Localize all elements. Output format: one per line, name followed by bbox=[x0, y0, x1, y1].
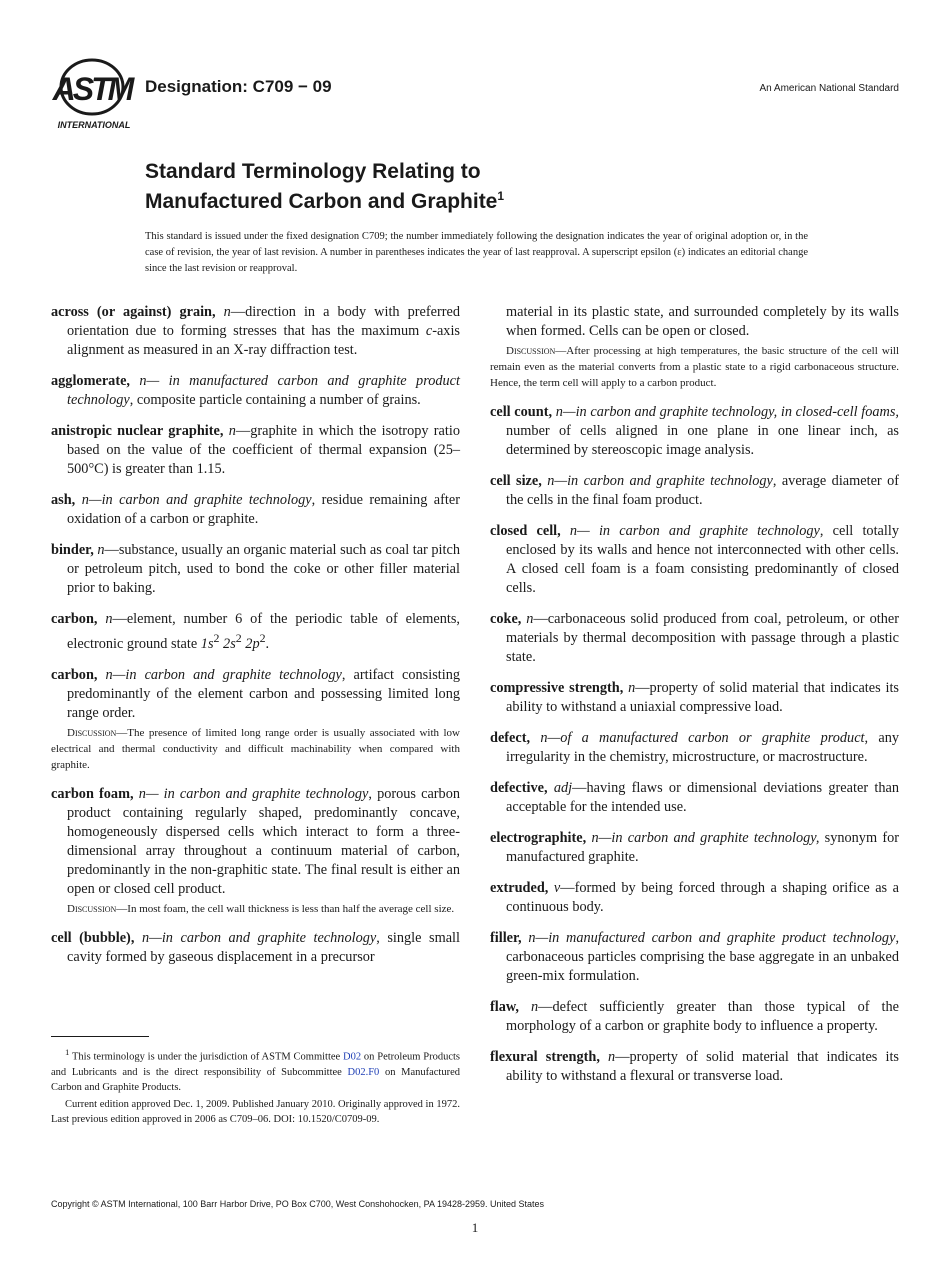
discussion-cell: Discussion—After processing at high temperatures, the basic structure of the cell will remain even as the material converts from a plastic state to a rigid carbonaceous structure. Hence, the term cell will apply to a carbon product. bbox=[490, 345, 899, 389]
entry-carbon-foam: carbon foam, n— in carbon and graphite technology, porous carbon product containing regularly shaped, predominantly concave, homogeneously dispersed cells which interact to form a three-dimensional array throughout a continuum material of carbon, predominantly in the non-graphitic state. The final result is either an open or closed cell product. bbox=[51, 785, 460, 897]
entry-flexural-strength: flexural strength, n—property of solid material that indicates its ability to withstand a flexural or transverse load. bbox=[490, 1049, 899, 1084]
footnote-rule bbox=[51, 1036, 149, 1037]
entry-filler: filler, n—in manufactured carbon and graphite product technology, carbonaceous particles comprising the base aggregate in an unbaked green-mix formulation. bbox=[490, 930, 900, 984]
astm-logo bbox=[52, 56, 136, 132]
entry-cell-bubble: cell (bubble), n—in carbon and graphite technology, single small cavity formed by gaseous displacement in a precursor bbox=[51, 929, 460, 965]
footnote-jurisdiction: $^1$ This terminology is under the jurisdiction of ASTM Committee D02 on Petroleum Products and Lubricants and is the direct responsibility of Subcommittee D02.F0 on Manufactured Carbon and Graphite Products. bbox=[51, 1047, 461, 1093]
entry-defect: defect, n—of a manufactured carbon or graphite product, any irregularity in the chemistry, microstructure, or macrostructure. bbox=[490, 730, 900, 765]
copyright: Copyright © ASTM International, 100 Barr Harbor Drive, PO Box C700, West Conshohocken, PA 19428-2959. United States bbox=[51, 1199, 545, 1209]
entry-extruded: extruded, v—formed by being forced through a shaping orifice as a continuous body. bbox=[490, 880, 899, 915]
title-footnote-mark: 1 bbox=[497, 189, 505, 203]
title-line-1: Standard Terminology Relating to bbox=[145, 160, 481, 183]
entry-cell-count: cell count, n—in carbon and graphite technology, in closed-cell foams, number of cells aligned in one plane in one linear inch, as determined by stereoscopic image analysis. bbox=[490, 404, 899, 458]
entry-carbon-element: carbon, n—element, number 6 of the periodic table of elements, electronic ground state $1s^2$ $2s^2$ $2p^2$. bbox=[51, 611, 460, 652]
entry-across-grain: across (or against) grain, n—direction in a body with preferred orientation due to forming stresses that has the maximum c-axis alignment as measured in an X-ray diffraction test. bbox=[51, 304, 460, 358]
footnote-edition: Current edition approved Dec. 1, 2009. Published January 2010. Originally approved in 1972. Last previous edition approved in 2006 as C709–06. DOI: 10.1520/C0709-09. bbox=[51, 1098, 460, 1125]
entry-closed-cell: closed cell, n— in carbon and graphite technology, cell totally enclosed by its walls and hence not interconnected with other cells. A closed cell foam is a foam consisting predominantly of closed cells. bbox=[490, 523, 899, 596]
american-national-standard: An American National Standard bbox=[759, 83, 899, 94]
left-column bbox=[51, 303, 460, 979]
entry-binder: binder, n—substance, usually an organic material such as coal tar pitch or petroleum pitch, used to bond the coke or other filler material prior to baking. bbox=[51, 542, 460, 596]
entry-agglomerate: agglomerate, n— in manufactured carbon and graphite product technology, composite particle containing a number of grains. bbox=[51, 373, 460, 408]
preamble: This standard is issued under the fixed designation C709; the number immediately following the designation indicates the year of original adoption or, in the case of revision, the year of last revision. A number in parentheses indicates the year of last reapproval. A superscript epsilon (ε) indicates an editorial change since the last revision or reapproval. bbox=[145, 231, 808, 274]
title-line-2: Manufactured Carbon and Graphite$^1$ bbox=[145, 189, 505, 213]
entry-compressive-strength: compressive strength, n—property of solid material that indicates its ability to withstand a uniaxial compressive load. bbox=[490, 680, 899, 715]
entry-defective: defective, adj—having flaws or dimensional deviations greater than acceptable for the intended use. bbox=[490, 780, 899, 815]
right-column bbox=[490, 303, 899, 1098]
entry-cell-continued: material in its plastic state, and surrounded completely by its walls when formed. Cells can be open or closed. bbox=[506, 304, 899, 339]
entry-cell-size: cell size, n—in carbon and graphite technology, average diameter of the cells in the final foam product. bbox=[490, 473, 899, 508]
entry-carbon-artifact: carbon, n—in carbon and graphite technology, artifact consisting predominantly of the element carbon and possessing limited long range order. bbox=[51, 666, 461, 721]
page-number: 1 bbox=[471, 1220, 479, 1235]
link-d02[interactable]: D02 bbox=[343, 1051, 362, 1063]
entry-electrographite: electrographite, n—in carbon and graphite technology, synonym for manufactured graphite. bbox=[490, 830, 899, 865]
footnote bbox=[51, 1045, 460, 1129]
designation: Designation: C709 − 09 bbox=[145, 77, 332, 96]
entry-flaw: flaw, n—defect sufficiently greater than those typical of the morphology of a carbon or graphite body to influence a property. bbox=[490, 999, 900, 1034]
svg-text:INTERNATIONAL: INTERNATIONAL bbox=[57, 120, 131, 130]
discussion-carbon: Discussion—The presence of limited long range order is usually associated with low electrical and thermal conductivity and difficult machinability when compared with graphite. bbox=[51, 726, 460, 771]
link-d02-f0[interactable]: D02.F0 bbox=[347, 1066, 380, 1078]
svg-text:ASTM: ASTM bbox=[52, 71, 132, 107]
entry-anistropic-nuclear-graphite: anistropic nuclear graphite, n—graphite in which the isotropy ratio based on the value of the coefficient of thermal expansion (25–500°C) is greater than 1.15. bbox=[51, 423, 460, 477]
entry-ash: ash, n—in carbon and graphite technology, residue remaining after oxidation of a carbon or graphite. bbox=[51, 492, 460, 527]
discussion-carbon-foam: Discussion—In most foam, the cell wall thickness is less than half the average cell size. bbox=[67, 902, 455, 915]
entry-coke: coke, n—carbonaceous solid produced from coal, petroleum, or other materials by thermal decomposition with passage through a plastic state. bbox=[490, 611, 899, 665]
document-title bbox=[145, 160, 504, 214]
